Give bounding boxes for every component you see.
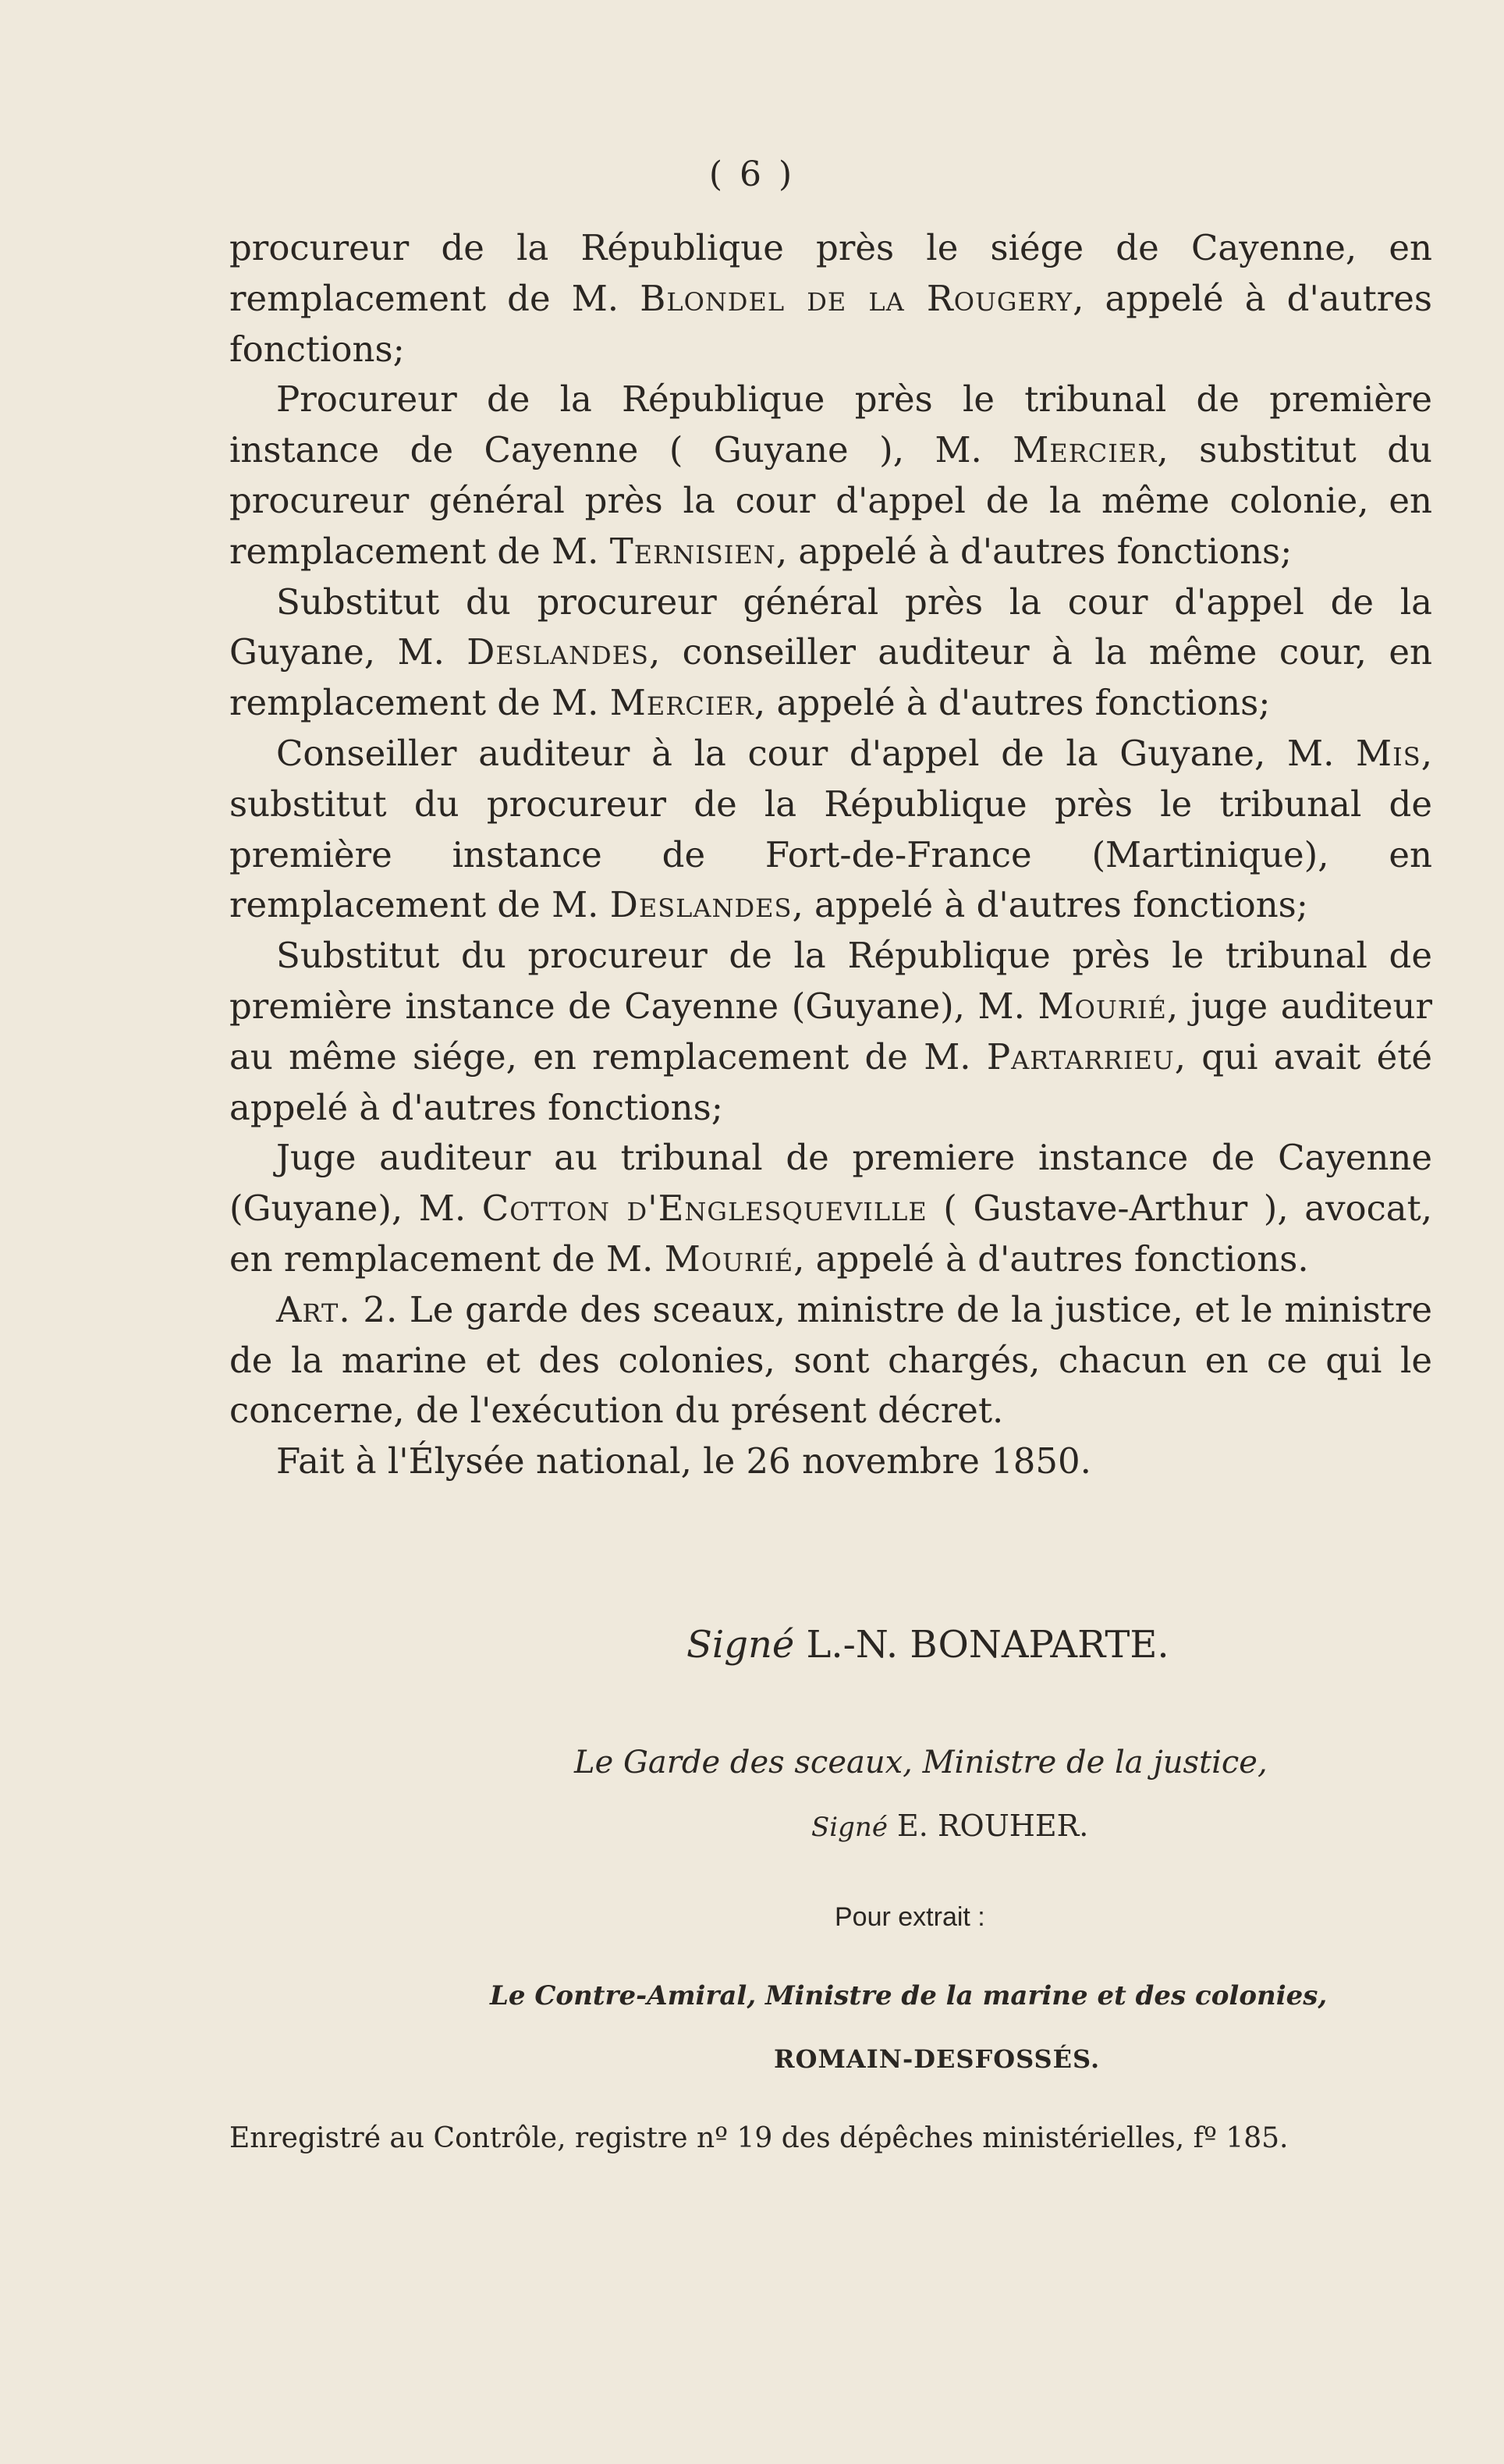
- person-name: Mis: [1356, 732, 1421, 774]
- minister-marine-title: Le Contre-Amiral, Ministre de la marine et des colonies,: [490, 1980, 1328, 2011]
- text-run: Substitut du procureur général près la cour d'appel de la Guyane, M.: [229, 580, 1432, 673]
- text-run: ( Gustave-Arthur ), avocat, en remplacement de M.: [229, 1188, 1433, 1280]
- paragraph-3: [229, 577, 1432, 729]
- person-name: Blondel de la Rougery: [640, 277, 1073, 319]
- text-run: , appelé à d'autres fonctions.: [793, 1237, 1309, 1280]
- signature-prefix: Signé: [811, 1812, 888, 1843]
- page-number: ( 6 ): [708, 154, 796, 194]
- signature-rouher: [811, 1809, 1357, 1843]
- person-name: Mourié: [664, 1237, 794, 1280]
- text-run: Conseiller auditeur à la cour d'appel de la Guyane, M.: [276, 732, 1357, 774]
- minister-justice-title: Le Garde des sceaux, Ministre de la justice,: [574, 1745, 1268, 1781]
- person-name: Partarrieu: [986, 1035, 1175, 1078]
- text-run: Procureur de la République près le tribunal de première instance de Cayenne ( Guyane ), M.: [229, 378, 1432, 471]
- paragraph-1: [229, 223, 1432, 375]
- signature-name: L.-N. BONAPARTE.: [806, 1623, 1169, 1667]
- text-run: , appelé à d'autres fonctions;: [229, 277, 1432, 370]
- text-run: procureur de la République près le siége de Cayenne, en remplacement de M.: [229, 227, 1432, 319]
- paragraph-article-2: [229, 1285, 1432, 1436]
- extract-note: Pour extrait :: [835, 1902, 985, 1932]
- article-label: Art. 2.: [276, 1288, 399, 1330]
- text-run: , juge auditeur au même siége, en remplacement de M.: [229, 985, 1432, 1078]
- text-run: Le garde des sceaux, ministre de la justice, et le ministre de la marine et des colonies, sont chargés, chacun en ce qui le concerne, de l'exécution du présent décret.: [229, 1288, 1432, 1432]
- text-run: , appelé à d'autres fonctions;: [754, 682, 1271, 724]
- text-run: , conseiller auditeur à la même cour, en remplacement de M.: [229, 631, 1432, 724]
- paragraph-date: [229, 1436, 1432, 1487]
- text-run: , appelé à d'autres fonctions;: [775, 530, 1293, 572]
- text-run: Substitut du procureur de la République près le tribunal de première instance de Cayenne (Guyane), M.: [229, 935, 1432, 1027]
- person-name: Cotton d'Englesqueville: [481, 1188, 928, 1230]
- person-name: Deslandes: [466, 631, 649, 673]
- paragraph-4: [229, 729, 1432, 931]
- decree-body: [229, 223, 1432, 1487]
- person-name: Mourié: [1038, 985, 1167, 1027]
- paragraph-2: [229, 375, 1432, 577]
- paragraph-5: [229, 931, 1432, 1133]
- person-name: Ternisien: [609, 530, 776, 572]
- signature-name: E. ROUHER.: [897, 1809, 1089, 1843]
- text-run: , qui avait été appelé à d'autres fonctions;: [229, 1035, 1432, 1128]
- signature-desfosses: ROMAIN-DESFOSSÉS.: [774, 2044, 1101, 2074]
- signature-prefix: Signé: [686, 1623, 795, 1667]
- person-name: Mercier: [609, 682, 754, 724]
- paragraph-6: [229, 1133, 1432, 1284]
- text-run: , substitut du procureur général près la cour d'appel de la même colonie, en remplacement de M.: [229, 429, 1432, 572]
- registration-note: Enregistré au Contrôle, registre nº 19 des dépêches ministérielles, fº 185.: [229, 2122, 1289, 2154]
- person-name: Deslandes: [609, 884, 793, 926]
- text-run: , substitut du procureur de la République près le tribunal de première instance de Fort-de-France (Martinique), en remplacement de M.: [229, 732, 1432, 926]
- person-name: Mercier: [1013, 429, 1158, 471]
- text-run: Juge auditeur au tribunal de premiere instance de Cayenne (Guyane), M.: [229, 1137, 1432, 1230]
- text-run: , appelé à d'autres fonctions;: [792, 884, 1308, 926]
- text-run: Fait à l'Élysée national, le 26 novembre 1850.: [276, 1440, 1091, 1482]
- signature-president: [686, 1623, 1467, 1667]
